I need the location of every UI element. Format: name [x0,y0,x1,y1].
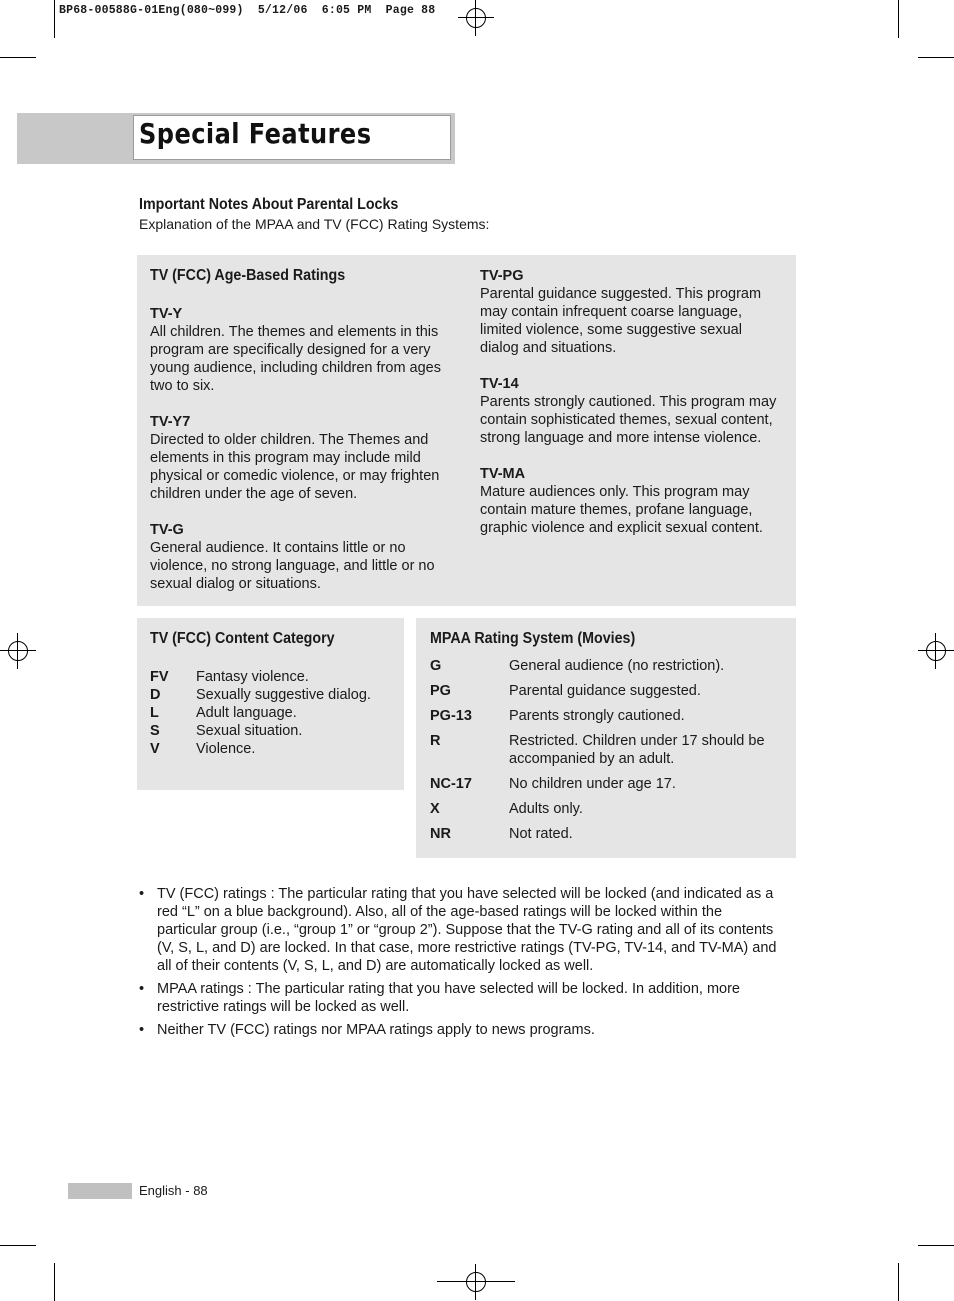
category-description: Sexually suggestive dialog. [196,687,371,703]
list-item [150,704,395,722]
list-item [150,722,395,740]
registration-mark-right [918,633,954,669]
mpaa-description: Adults only. [509,801,583,817]
mpaa-description: Not rated. [509,826,573,842]
bullet-item [139,1021,779,1039]
mpaa-description: Parental guidance suggested. [509,683,701,699]
notes-bullet-list [139,885,779,1044]
registration-mark-left [0,633,36,669]
age-based-ratings-panel [137,255,796,606]
crop-mark [898,0,899,38]
rating-code: TV-PG [480,268,524,284]
list-item [150,740,395,758]
rating-description: Mature audiences only. This program may contain mature themes, profane language, graphic violence and explicit sexual content. [480,484,763,536]
bullet-text: TV (FCC) ratings : The particular rating that you have selected will be locked (and indicated as a red “L” on a blue background). Also, all of the age-based ratings will be locked within the particular group (i.e., “group 1” or “group 2”). Suppose that the TV-G rating and all of its contents (V, S, L, and D) are locked. In that case, more restrictive ratings (TV-PG, TV-14, and TV-MA) and all of their contents (V, S, L, and D) are automatically locked as well. [157,886,777,974]
list-item [150,686,395,704]
rating-description: Parents strongly cautioned. This program may contain sophisticated themes, sexual content, strong language and more intense violence. [480,394,777,446]
rating-block [150,413,450,503]
mpaa-code: NC-17 [430,776,472,792]
list-item [430,682,786,700]
mpaa-code: G [430,658,442,674]
rating-code: TV-Y7 [150,414,191,430]
bullet-symbol: • [139,1022,145,1038]
crop-mark [54,0,55,38]
category-code: V [150,741,160,757]
page-number: English - 88 [139,1183,208,1198]
mpaa-code: NR [430,826,451,842]
category-description: Sexual situation. [196,723,303,739]
age-ratings-left-column [150,305,450,611]
category-description: Adult language. [196,705,297,721]
crop-mark [918,1245,954,1246]
section-subheading: Explanation of the MPAA and TV (FCC) Rating Systems: [139,216,490,232]
rating-description: Parental guidance suggested. This program may contain infrequent coarse language, limited violence, some suggestive sexual dialog and situations. [480,286,762,356]
rating-block [150,521,450,593]
list-item [150,668,395,686]
list-item [430,707,786,725]
list-item [430,825,786,843]
crop-mark [918,57,954,58]
rating-code: TV-14 [480,376,519,392]
mpaa-code: X [430,801,440,817]
rating-code: TV-Y [150,306,183,322]
bullet-symbol: • [139,886,145,902]
crop-mark [898,1263,899,1301]
category-code: S [150,723,160,739]
bullet-symbol: • [139,981,145,997]
mpaa-description: Restricted. Children under 17 should be accompanied by an adult. [509,733,765,767]
crop-mark [0,1245,36,1246]
section-heading: Important Notes About Parental Locks [139,196,399,213]
crop-mark [0,57,36,58]
list-item [430,800,786,818]
bullet-item [139,885,779,975]
mpaa-ratings-list [430,657,786,850]
rating-code: TV-MA [480,466,526,482]
rating-block [480,267,782,357]
list-item [430,657,786,675]
content-category-list [150,668,395,758]
crop-mark [54,1263,55,1301]
category-code: FV [150,669,169,685]
registration-mark-top [458,0,494,36]
mpaa-ratings-title: MPAA Rating System (Movies) [430,630,636,647]
mpaa-description: General audience (no restriction). [509,658,725,674]
rating-code: TV-G [150,522,184,538]
list-item [430,775,786,793]
bullet-text: Neither TV (FCC) ratings nor MPAA ratings apply to news programs. [157,1022,595,1038]
mpaa-code: PG-13 [430,708,472,724]
category-code: D [150,687,161,703]
rating-block [150,305,450,395]
mpaa-description: Parents strongly cautioned. [509,708,685,724]
print-slug-line: BP68-00588G-01Eng(080~099) 5/12/06 6:05 PM Page 88 [59,4,436,17]
rating-description: Directed to older children. The Themes and elements in this program may include mild physical or comedic violence, or may frighten children under the age of seven. [150,432,440,502]
age-ratings-right-column [480,267,782,555]
age-based-ratings-title: TV (FCC) Age-Based Ratings [150,267,346,284]
registration-mark-bottom [458,1264,494,1300]
page-title: Special Features [139,117,372,150]
content-category-panel [137,618,404,790]
bullet-text: MPAA ratings : The particular rating that you have selected will be locked. In addition, more restrictive ratings will be locked as well. [157,981,740,1015]
mpaa-description: No children under age 17. [509,776,676,792]
content-category-title: TV (FCC) Content Category [150,630,335,647]
mpaa-ratings-panel [416,618,796,858]
category-description: Violence. [196,741,256,757]
rating-block [480,465,782,537]
mpaa-code: R [430,733,441,749]
category-code: L [150,705,159,721]
rating-block [480,375,782,447]
footer-bar [68,1183,132,1199]
category-description: Fantasy violence. [196,669,309,685]
list-item [430,732,786,768]
bullet-item [139,980,779,1016]
rating-description: General audience. It contains little or no violence, no strong language, and little or no sexual dialog or situations. [150,540,435,592]
rating-description: All children. The themes and elements in this program are specifically designed for a very young audience, including children from ages two to six. [150,324,441,394]
mpaa-code: PG [430,683,451,699]
